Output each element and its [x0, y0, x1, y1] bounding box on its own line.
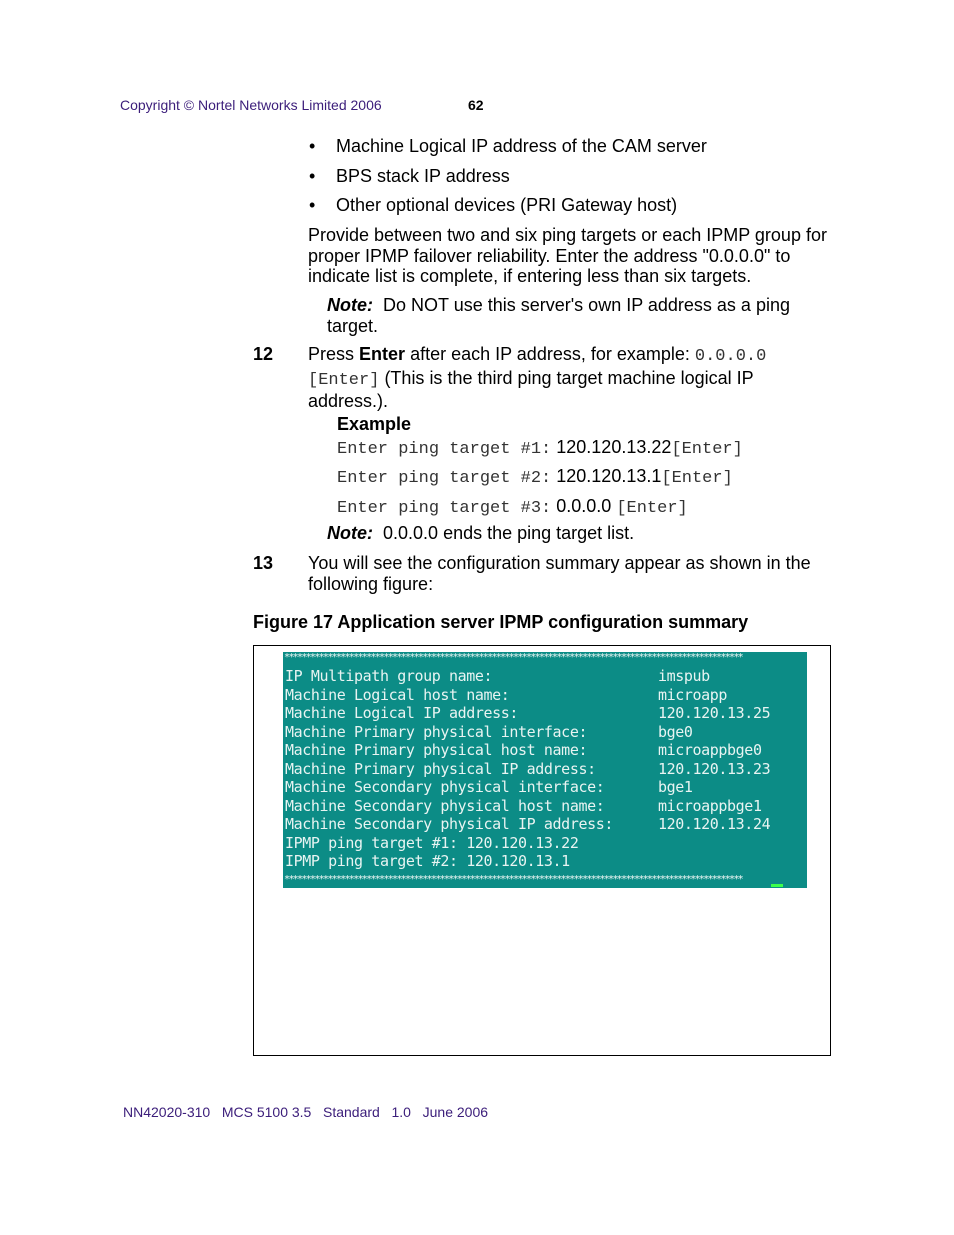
example-value: 120.120.13.1 — [556, 466, 662, 486]
terminal-value: 120.120.13.23 — [658, 759, 771, 778]
note-own-ip — [327, 295, 827, 336]
example-row — [337, 465, 733, 490]
terminal-value: microappbge0 — [658, 741, 762, 759]
terminal-value: 120.120.13.24 — [658, 815, 771, 833]
terminal-value: 120.120.13.25 — [658, 704, 771, 722]
terminal-label: Machine Primary physical IP address: — [285, 759, 596, 778]
note-text: Do NOT use this server's own IP address as a ping target. — [327, 295, 790, 336]
note-ends-list — [327, 523, 827, 544]
bullet-dot: • — [309, 136, 316, 156]
step-number: 12 — [253, 344, 274, 364]
note-label: Note: — [327, 523, 373, 543]
figure-caption: Figure 17 Application server IPMP configuration summary — [253, 612, 749, 632]
footer-doc-info: NN42020-310 MCS 5100 3.5 Standard 1.0 June 2006 — [123, 1104, 489, 1120]
step12-press: Press — [308, 344, 355, 364]
terminal-star-border: ********************************************************************************************************** — [284, 653, 742, 663]
example-prompt: Enter ping target #2: — [337, 469, 552, 488]
terminal-label: Machine Primary physical host name: — [285, 741, 588, 759]
note-text: 0.0.0.0 ends the ping target list. — [383, 523, 635, 543]
terminal-label: Machine Logical host name: — [285, 685, 510, 704]
terminal-label: Machine Secondary physical IP address: — [285, 815, 613, 833]
header-copyright: Copyright © Nortel Networks Limited 2006 — [120, 97, 382, 113]
example-prompt: Enter ping target #3: — [337, 499, 552, 518]
example-value: 0.0.0.0 — [556, 496, 612, 516]
step12-code-example: 0.0.0.0 — [694, 347, 767, 366]
terminal-value: bge0 — [658, 722, 693, 741]
step12-enter-key: Enter — [359, 344, 406, 364]
bullet-dot: • — [309, 166, 316, 186]
step12-text — [308, 344, 828, 412]
example-enter: [Enter] — [661, 469, 733, 488]
bullet-text: Machine Logical IP address of the CAM server — [336, 136, 707, 156]
terminal-ping-text: IPMP ping target #1: 120.120.13.22 — [285, 833, 579, 852]
terminal-ping-text: IPMP ping target #2: 120.120.13.1 — [285, 852, 570, 870]
step12-code-enter: [Enter] — [308, 370, 380, 390]
terminal-value: bge1 — [658, 778, 693, 796]
example-enter: [Enter] — [616, 499, 688, 518]
example-row — [337, 495, 688, 520]
page-number: 62 — [468, 97, 484, 113]
bullet-dot: • — [309, 195, 316, 215]
example-title: Example — [337, 414, 412, 434]
example-prompt: Enter ping target #1: — [337, 440, 552, 459]
step12-tail: (This is the third ping target machine logical IP address.). — [308, 367, 754, 411]
note-label: Note: — [327, 295, 373, 315]
step-number: 13 — [253, 553, 274, 573]
step13-text: You will see the configuration summary appear as shown in the following figure: — [308, 553, 811, 594]
bullet-text: Other optional devices (PRI Gateway host) — [336, 195, 678, 215]
ping-paragraph: Provide between two and six ping targets or each IPMP group for proper IPMP failover reliability. Enter the address "0.0.0.0" to indicate list is complete, if entering less than six targets. — [308, 225, 827, 286]
terminal-label: Machine Secondary physical interface: — [285, 778, 605, 796]
example-row — [337, 436, 743, 461]
terminal-label: Machine Logical IP address: — [285, 704, 519, 722]
example-value: 120.120.13.22 — [556, 437, 672, 457]
terminal-label: Machine Secondary physical host name: — [285, 796, 605, 815]
terminal-label: IP Multipath group name: — [285, 667, 493, 685]
terminal-value: microapp — [658, 685, 728, 704]
terminal-value: microappbge1 — [658, 796, 762, 815]
terminal-star-border: ********************************************************************************************************** — [284, 875, 742, 885]
step12-after: after each IP address, for example: — [410, 344, 690, 364]
example-enter: [Enter] — [671, 440, 743, 459]
bullet-text: BPS stack IP address — [336, 166, 510, 186]
terminal-cursor — [771, 884, 783, 887]
terminal-label: Machine Primary physical interface: — [285, 722, 588, 741]
terminal-value: imspub — [658, 667, 710, 685]
terminal-screenshot — [283, 652, 807, 888]
